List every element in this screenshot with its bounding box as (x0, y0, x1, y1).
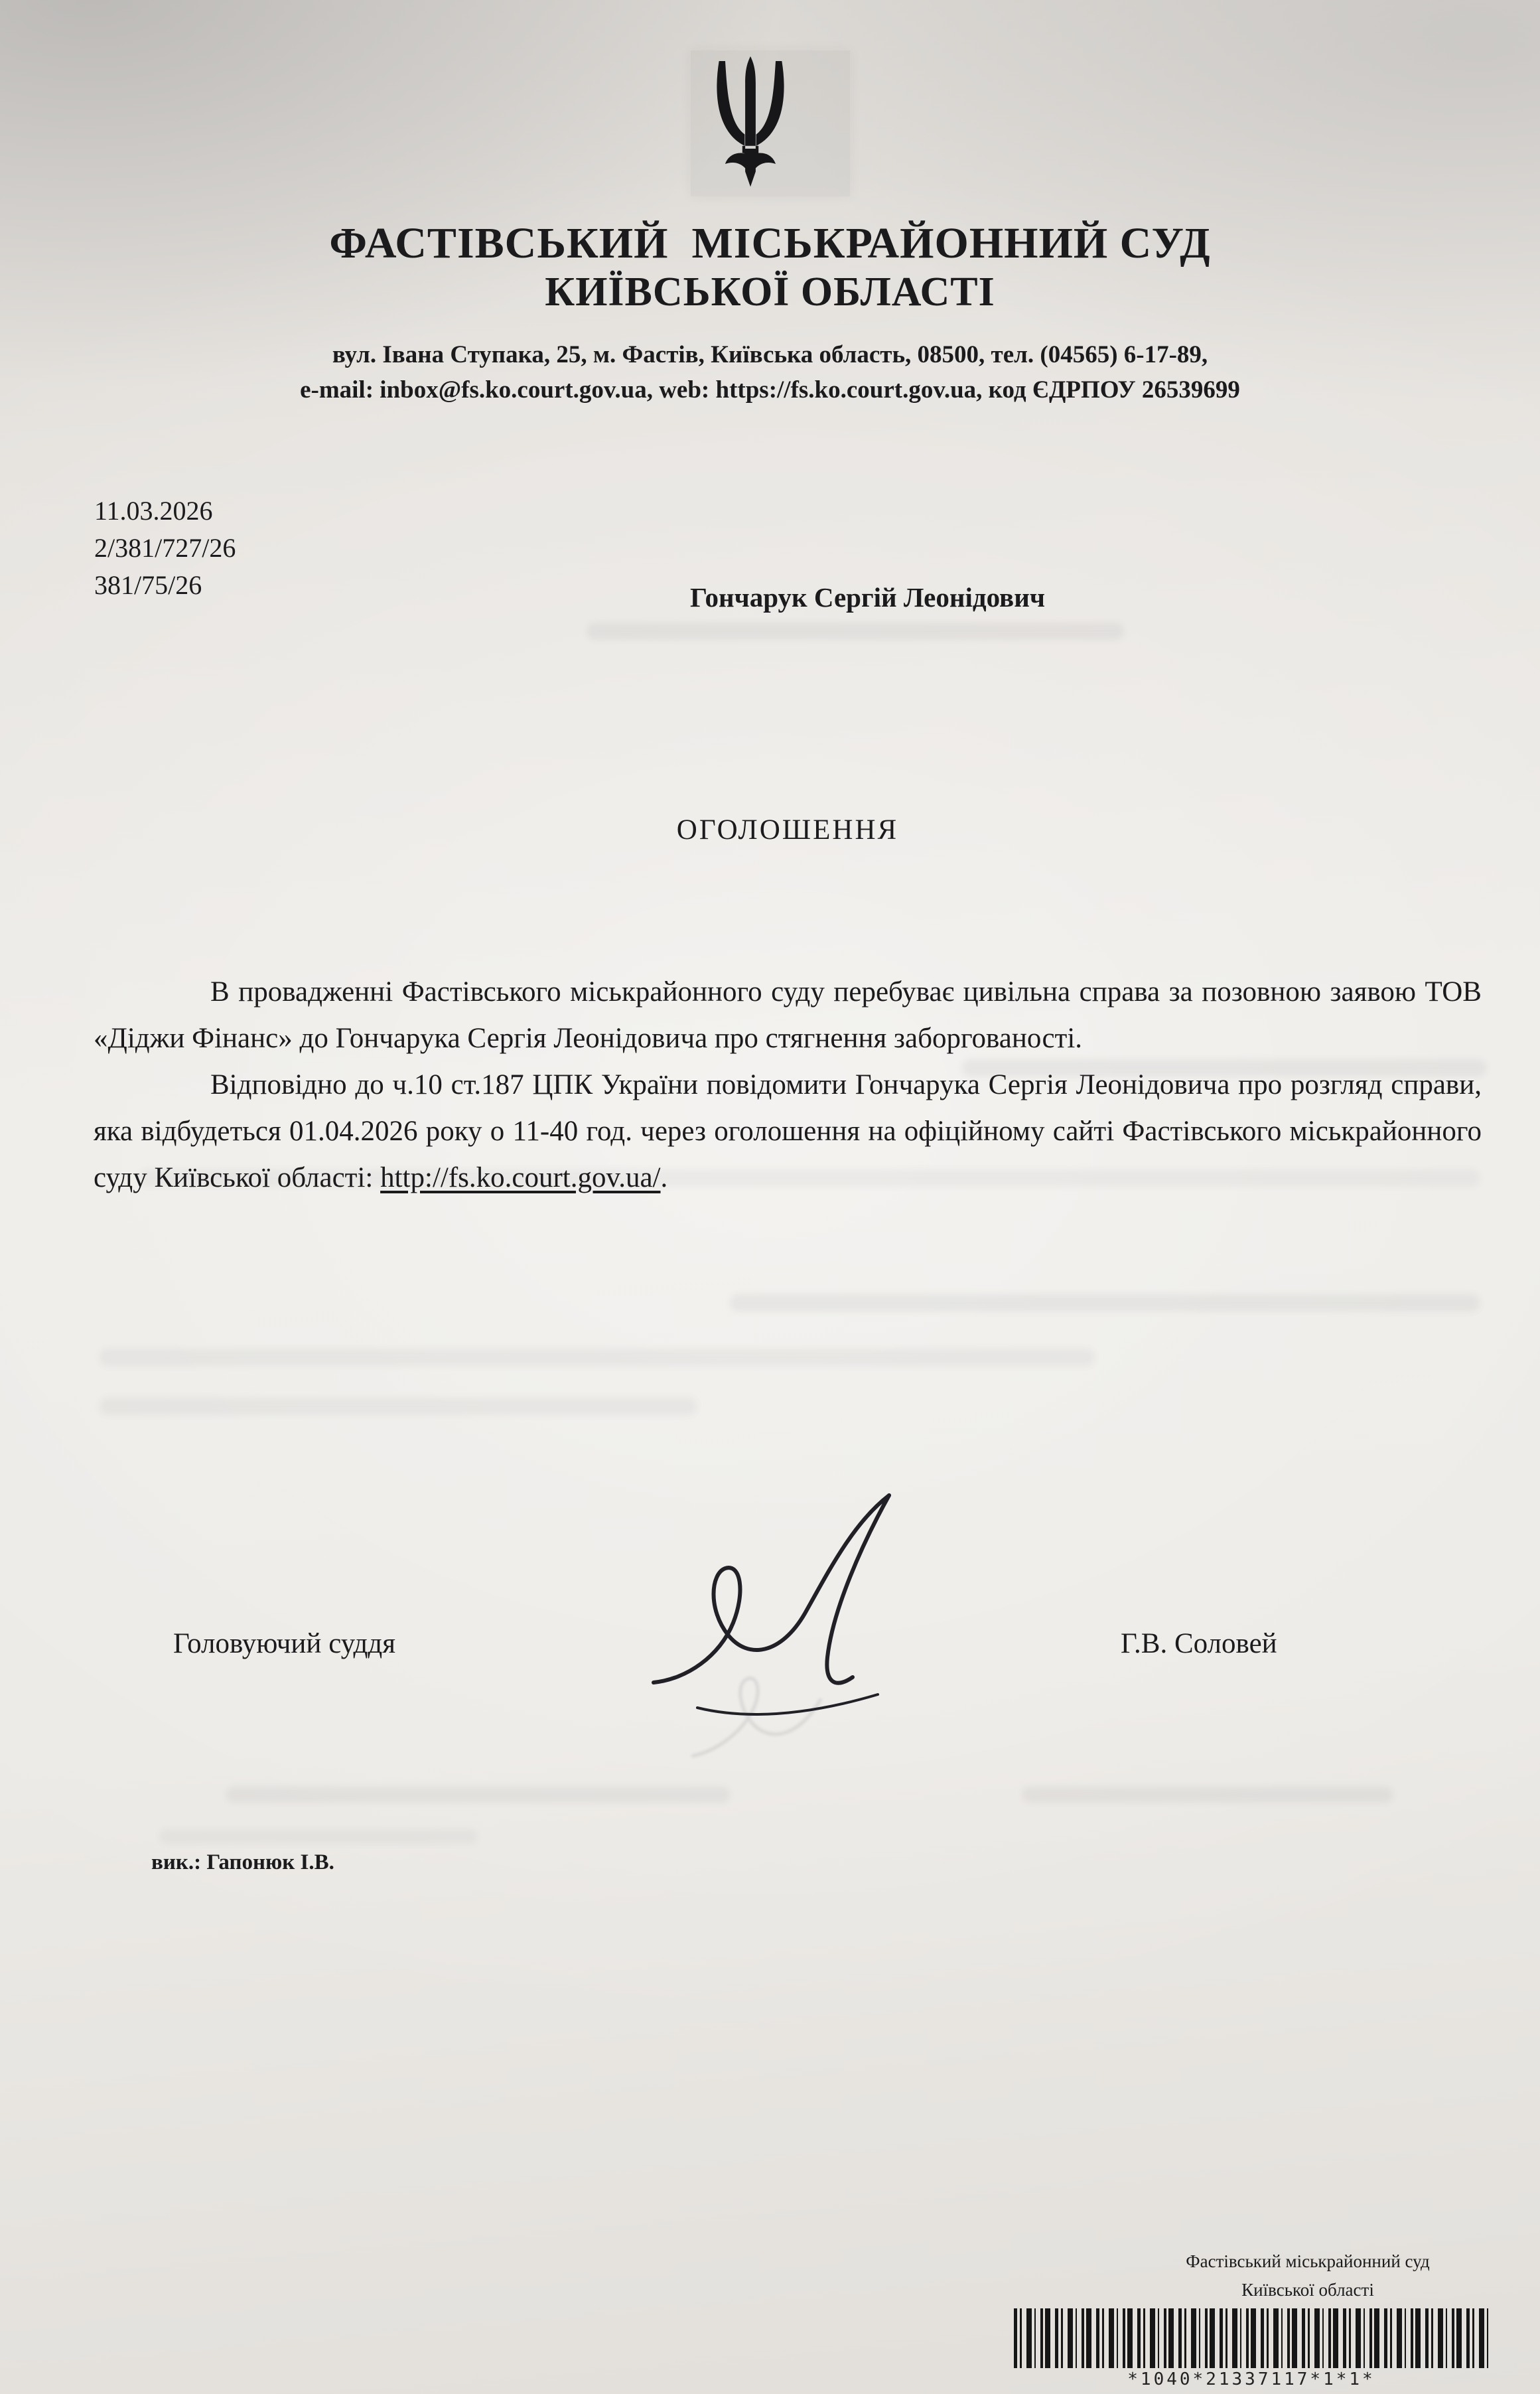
bleed-through-artifact (100, 1398, 697, 1415)
court-address-line: вул. Івана Ступака, 25, м. Фастів, Київська область, 08500, тел. (04565) 6-17-89, (332, 341, 1208, 369)
bleed-through-artifact (1022, 1787, 1393, 1803)
bleed-through-artifact (100, 1349, 1095, 1366)
body-paragraph-1: В провадженні Фастівського міськрайонного суду перебуває цивільна справа за позовною заявою ТОВ «Діджи Фінанс» до Гончарука Сергія Леонідовича про стягнення заборгованості. (94, 976, 1482, 1054)
body-paragraph-2-text: Відповідно до ч.10 ст.187 ЦПК України повідомити Гончарука Сергія Леонідовича про розгляд справи, яка відбудеться 01.04.2026 року о 11-40 год. через оголошення на офіційному сайті Фастівського міськрайонного суду Київської області: (94, 1069, 1482, 1193)
bleed-through-artifact (730, 1294, 1480, 1311)
ukraine-trident-emblem (700, 54, 801, 192)
letterhead (0, 50, 1540, 408)
bleed-through-artifact (159, 1829, 478, 1844)
body-paragraph-2 (94, 1062, 1482, 1201)
case-number: 2/381/727/26 (94, 533, 236, 563)
registration-stamp (1122, 2247, 1494, 2304)
court-website-link: http://fs.ko.court.gov.ua/ (380, 1162, 661, 1193)
judge-name: Г.В. Соловей (1121, 1628, 1277, 1659)
document-date: 11.03.2026 (94, 496, 213, 526)
proceeding-number: 381/75/26 (94, 570, 202, 600)
stamp-court-line1: Фастівський міськрайонний суд (1186, 2251, 1430, 2271)
emblem-panel (691, 50, 850, 196)
bleed-through-artifact (587, 623, 1124, 640)
barcode (1014, 2308, 1489, 2368)
stamp-court-line2: Київської області (1241, 2280, 1374, 2300)
court-contact-line: e-mail: inbox@fs.ko.court.gov.ua, web: https://fs.ko.court.gov.ua, код ЄДРПОУ 26539699 (300, 376, 1240, 404)
barcode-text: *1040*21337117*1*1* (1127, 2369, 1375, 2389)
court-contacts (0, 338, 1540, 408)
court-region: КИЇВСЬКОЇ ОБЛАСТІ (545, 269, 995, 315)
body-paragraph-2-end: . (660, 1162, 668, 1193)
document-body (94, 969, 1482, 1201)
addressee-name: Гончарук Сергій Леонідович (690, 582, 1045, 613)
signature-bleed-through (654, 1613, 906, 1812)
judge-role-label: Головуючий суддя (173, 1628, 396, 1659)
document-meta (94, 492, 236, 604)
executor-line: вик.: Гапонюк І.В. (151, 1850, 334, 1874)
document-title: ОГОЛОШЕННЯ (676, 814, 899, 846)
court-name: ФАСТІВСЬКИЙ МІСЬКРАЙОННИЙ СУД (329, 219, 1211, 267)
